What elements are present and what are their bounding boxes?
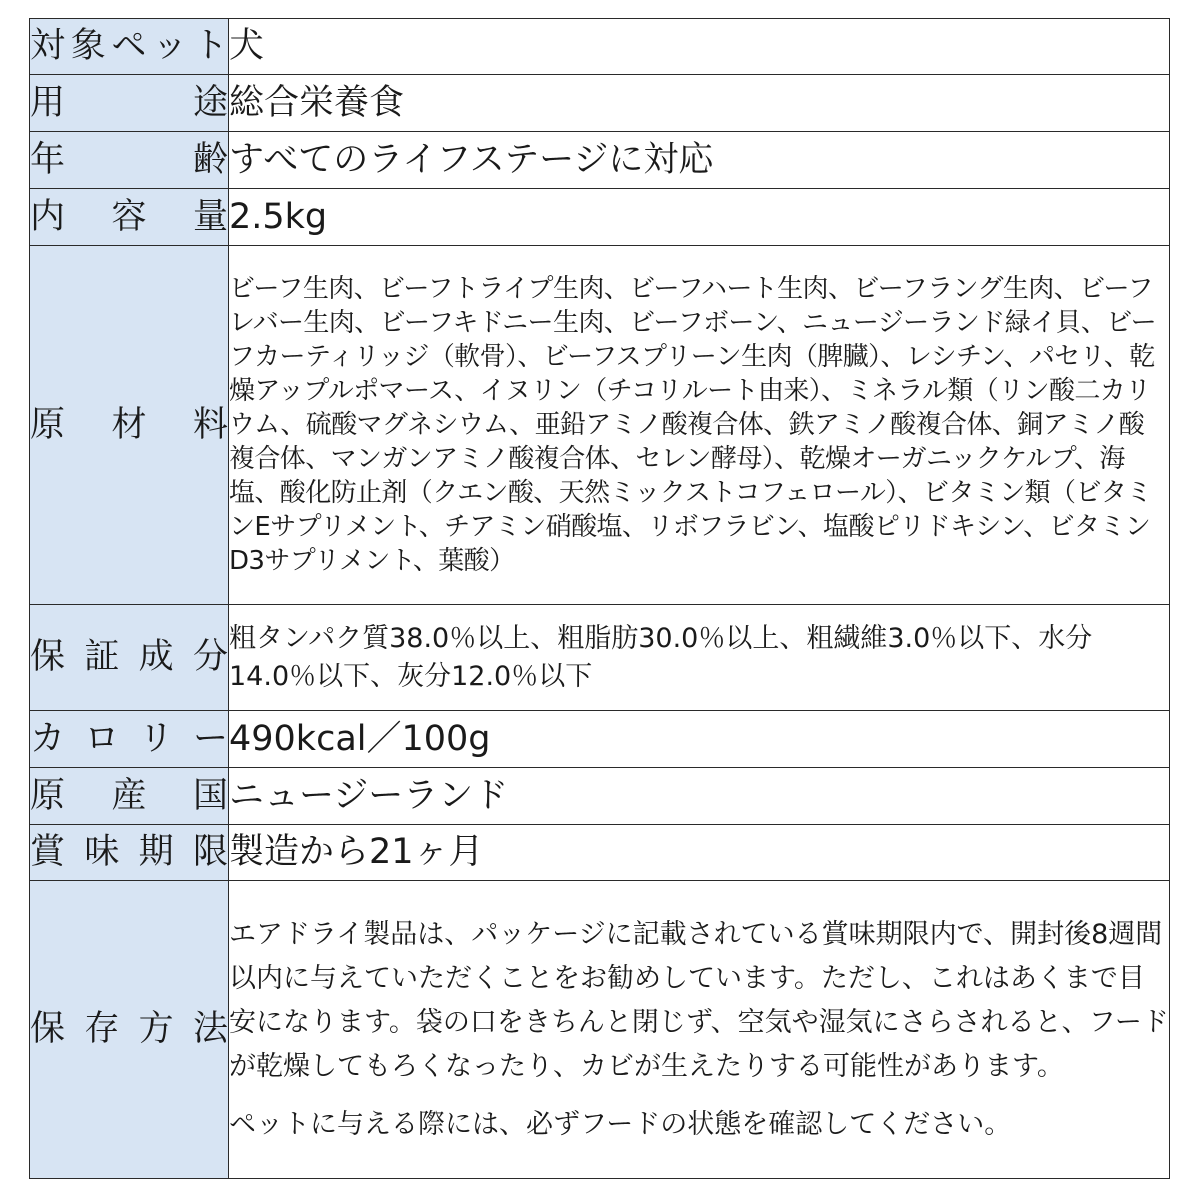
spec-row-target-pet bbox=[30, 19, 1170, 75]
spec-value: 犬 bbox=[229, 19, 1170, 75]
spec-label: 原材料 bbox=[30, 246, 229, 605]
spec-value: 2.5kg bbox=[229, 189, 1170, 246]
spec-row-ingredients bbox=[30, 246, 1170, 605]
spec-row-origin bbox=[30, 768, 1170, 825]
spec-value: ニュージーランド bbox=[229, 768, 1170, 825]
spec-label: 対象ペット bbox=[30, 19, 229, 75]
spec-row-guaranteed-analysis bbox=[30, 605, 1170, 711]
spec-label: 賞味期限 bbox=[30, 825, 229, 881]
spec-value: 総合栄養食 bbox=[229, 75, 1170, 132]
storage-text: エアドライ製品は、パッケージに記載されている賞味期限内で、開封後8週間以内に与えていただくことをお勧めしています。ただし、これはあくまで目安になります。袋の口をきちんと閉じず、空気や湿気にさらされると、フードが乾燥してもろくなったり、カビが生えたりする可能性があります。 bbox=[229, 918, 1169, 1082]
product-spec-table bbox=[29, 18, 1170, 1179]
spec-row-age bbox=[30, 132, 1170, 189]
spec-label: カロリー bbox=[30, 711, 229, 768]
spec-row-calories bbox=[30, 711, 1170, 768]
spec-value: ビーフ生肉、ビーフトライプ生肉、ビーフハート生肉、ビーフラング生肉、ビーフレバー生肉、ビーフキドニー生肉、ビーフボーン、ニュージーランド緑イ貝、ビーフカーティリッジ（軟骨）、ビーフスプリーン生肉（脾臓）、レシチン、パセリ、乾燥アップルポマース、イヌリン（チコリルート由来）、ミネラル類（リン酸二カリウム、硫酸マグネシウム、亜鉛アミノ酸複合体、鉄アミノ酸複合体、銅アミノ酸複合体、マンガンアミノ酸複合体、セレン酵母）、乾燥オーガニックケルプ、海塩、酸化防止剤（クエン酸、天然ミックストコフェロール）、ビタミン類（ビタミンEサプリメント、チアミン硝酸塩、リボフラビン、塩酸ピリドキシン、ビタミンD3サプリメント、葉酸） bbox=[229, 246, 1170, 605]
spec-label: 保存方法 bbox=[30, 881, 229, 1179]
spec-label: 保証成分 bbox=[30, 605, 229, 711]
spec-row-storage bbox=[30, 881, 1170, 1179]
spec-row-purpose bbox=[30, 75, 1170, 132]
spec-row-contents bbox=[30, 189, 1170, 246]
spec-value: 製造から21ヶ月 bbox=[229, 825, 1170, 881]
spec-value: すべてのライフステージに対応 bbox=[229, 132, 1170, 189]
spec-value: 粗タンパク質38.0％以上、粗脂肪30.0％以上、粗繊維3.0％以下、水分14.0％以下、灰分12.0％以下 bbox=[229, 605, 1170, 711]
spec-label: 内容量 bbox=[30, 189, 229, 246]
spec-label: 年齢 bbox=[30, 132, 229, 189]
storage-note: ペットに与える際には、必ずフードの状態を確認してください。 bbox=[229, 1108, 1012, 1140]
spec-value: 490kcal／100g bbox=[229, 711, 1170, 768]
spec-value-storage bbox=[229, 881, 1170, 1179]
spec-label: 用途 bbox=[30, 75, 229, 132]
spec-label: 原産国 bbox=[30, 768, 229, 825]
spec-row-best-before bbox=[30, 825, 1170, 881]
